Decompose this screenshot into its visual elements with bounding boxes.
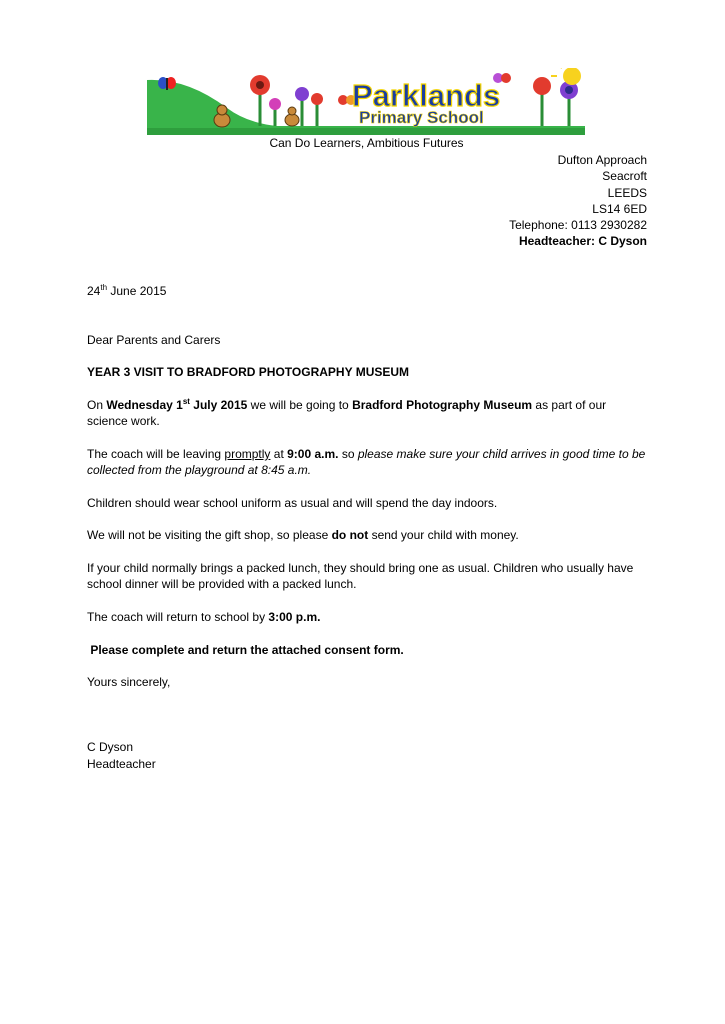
- salutation: Dear Parents and Carers: [87, 332, 221, 347]
- address-line: Seacroft: [602, 169, 647, 184]
- telephone: Telephone: 0113 2930282: [509, 218, 647, 233]
- signer-name: C Dyson: [87, 740, 134, 755]
- school-address: [509, 152, 647, 250]
- school-tagline: Can Do Learners, Ambitious Futures: [269, 136, 464, 150]
- paragraph-lunch: If your child normally brings a packed lunch, they should bring one as usual. Children who usually have school dinner will be provided with a packed lunch.: [87, 561, 634, 592]
- letter-heading: YEAR 3 VISIT TO BRADFORD PHOTOGRAPHY MUSEUM: [87, 365, 410, 380]
- address-line: LEEDS: [607, 185, 647, 200]
- logo-title: Parklands: [352, 78, 501, 113]
- school-logo: [147, 68, 585, 135]
- paragraph-uniform: Children should wear school uniform as usual and will spend the day indoors.: [87, 495, 498, 510]
- signer-title: Headteacher: [87, 756, 156, 771]
- address-line: LS14 6ED: [592, 201, 647, 216]
- address-line: Dufton Approach: [557, 153, 647, 167]
- letter-body: [87, 283, 649, 772]
- paragraph-return: The coach will return to school by 3:00 p.m.: [87, 609, 321, 624]
- logo-subtitle: Primary School: [359, 108, 484, 127]
- letter-date: 24th June 2015: [87, 283, 167, 298]
- closing: Yours sincerely,: [87, 675, 171, 690]
- paragraph-coach-time: The coach will be leaving promptly at 9:00 a.m. so please make sure your child arrives in good time to be collected from the playground at 8:45 a.m.: [87, 446, 646, 478]
- paragraph-gift-shop: We will not be visiting the gift shop, so please do not send your child with money.: [87, 528, 519, 543]
- headteacher-line: Headteacher: C Dyson: [518, 234, 647, 249]
- paragraph-consent: Please complete and return the attached consent form.: [87, 642, 404, 657]
- paragraph-trip-date: On Wednesday 1st July 2015 we will be going to Bradford Photography Museum as part of our science work.: [87, 397, 607, 429]
